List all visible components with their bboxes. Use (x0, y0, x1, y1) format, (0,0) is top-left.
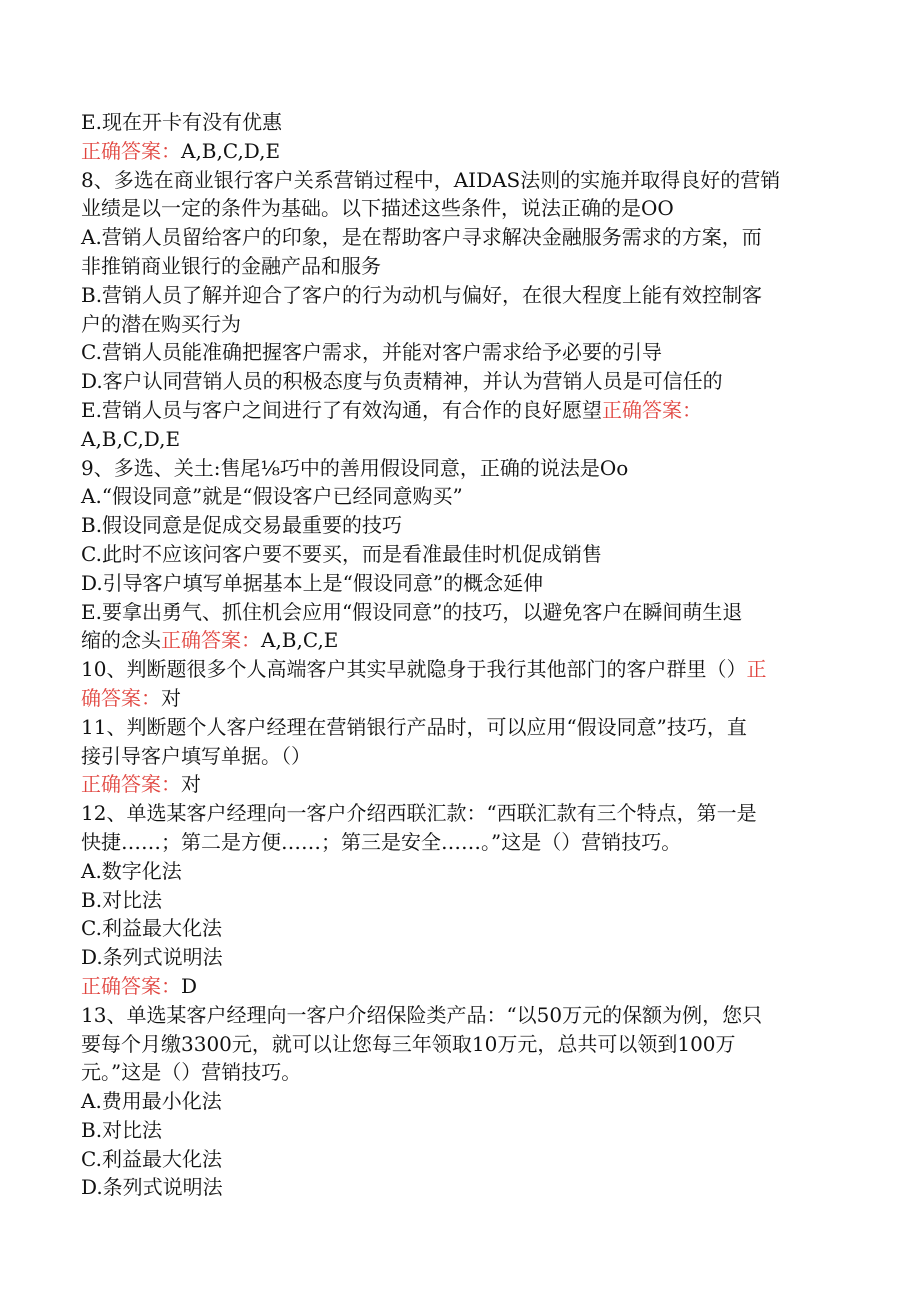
text-line (81, 598, 841, 627)
text-line (81, 338, 841, 367)
line-text: 12、单选某客户经理向一客户介绍西联汇款：“西联汇款有三个特点，第一是 (81, 801, 757, 826)
text-line (81, 310, 841, 339)
answer-value: A,B,C,E (261, 628, 339, 653)
line-text: E.营销人员与客户之间进行了有效沟通，有合作的良好愿望 (81, 397, 602, 422)
line-text: B.对比法 (81, 1117, 163, 1142)
text-line (81, 367, 841, 396)
line-text: 11、判断题个人客户经理在营销银行产品时，可以应用“假设同意”技巧，直 (81, 714, 747, 739)
text-line (81, 742, 841, 771)
line-text: A.“假设同意”就是“假设客户已经同意购买” (81, 484, 463, 509)
text-line (81, 425, 841, 454)
line-text: 快捷……；第二是方便……；第三是安全……。”这是（）营销技巧。 (81, 829, 682, 854)
line-text: 10、判断题很多个人高端客户其实早就隐身于我行其他部门的客户群里（） (81, 657, 747, 682)
text-line (81, 770, 841, 799)
answer-label: 确答案： (81, 685, 161, 710)
text-line (81, 396, 841, 425)
answer-value: D (181, 973, 198, 998)
line-text: B.营销人员了解并迎合了客户的行为动机与偏好，在很大程度上能有效控制客 (81, 282, 763, 307)
line-text: 13、单选某客户经理向一客户介绍保险类产品：“以50万元的保额为例，您只 (81, 1002, 763, 1027)
text-line (81, 281, 841, 310)
answer-label: 正确答案： (601, 397, 702, 422)
line-text: E.要拿出勇气、抓住机会应用“假设同意”的技巧，以避免客户在瞬间萌生退 (81, 599, 743, 624)
line-text: 9、多选、关土:售尾⅛巧中的善用假设同意，正确的说法是Oo (81, 455, 629, 480)
answer-label: 正确答案： (81, 772, 181, 797)
answer-label: 正确答案： (81, 138, 181, 163)
line-text: D.客户认同营销人员的积极态度与负责精神，并认为营销人员是可信任的 (81, 369, 723, 394)
line-text: 户的潜在购买行为 (81, 311, 241, 336)
line-text: 非推销商业银行的金融产品和服务 (81, 253, 381, 278)
text-line (81, 626, 841, 655)
text-line (81, 1058, 841, 1087)
line-text: C.此时不应该问客户要不要买，而是看准最佳时机促成销售 (81, 541, 602, 566)
line-text: D.条列式说明法 (81, 1175, 223, 1200)
answer-value: 对 (181, 772, 201, 797)
text-line (81, 252, 841, 281)
text-line (81, 972, 841, 1001)
text-line (81, 828, 841, 857)
line-text: 缩的念头 (81, 628, 161, 653)
text-line (81, 799, 841, 828)
text-line (81, 1030, 841, 1059)
text-line (81, 943, 841, 972)
text-line (81, 655, 841, 684)
line-text: A.营销人员留给客户的印象，是在帮助客户寻求解决金融服务需求的方案，而 (81, 225, 762, 250)
text-line (81, 713, 841, 742)
text-line (81, 166, 841, 195)
line-text: 元。”这是（）营销技巧。 (81, 1060, 302, 1085)
text-line (81, 857, 841, 886)
text-line (81, 886, 841, 915)
answer-value: A,B,C,D,E (181, 138, 281, 163)
answer-label: 正 (746, 657, 767, 682)
text-line (81, 194, 841, 223)
line-text: A.数字化法 (81, 858, 182, 883)
text-line (81, 684, 841, 713)
text-line (81, 454, 841, 483)
answer-value: 对 (161, 685, 181, 710)
text-line (81, 914, 841, 943)
text-line (81, 1145, 841, 1174)
line-text: C.利益最大化法 (81, 916, 222, 941)
line-text: 接引导客户填写单据。（） (81, 743, 311, 768)
text-line (81, 1173, 841, 1202)
answer-label: 正确答案： (161, 628, 261, 653)
text-line (81, 223, 841, 252)
line-text: A.费用最小化法 (81, 1089, 222, 1114)
text-line (81, 540, 841, 569)
text-line (81, 1001, 841, 1030)
line-text: 8、多选在商业银行客户关系营销过程中，AIDAS法则的实施并取得良好的营销 (81, 167, 781, 192)
text-line (81, 511, 841, 540)
line-text: C.利益最大化法 (81, 1146, 222, 1171)
line-text: 要每个月缴3300元，就可以让您每三年领取10万元，总共可以领到100万 (81, 1031, 736, 1056)
line-text: B.假设同意是促成交易最重要的技巧 (81, 513, 403, 538)
line-text: 业绩是以一定的条件为基础。以下描述这些条件，说法正确的是OO (81, 196, 674, 221)
line-text: A,B,C,D,E (81, 426, 181, 451)
text-line (81, 482, 841, 511)
answer-label: 正确答案： (81, 973, 181, 998)
line-text: D.引导客户填写单据基本上是“假设同意”的概念延伸 (81, 570, 544, 595)
line-text: B.对比法 (81, 887, 163, 912)
text-line (81, 569, 841, 598)
question-text-block (81, 108, 841, 1202)
line-text: E.现在开卡有没有优惠 (81, 110, 282, 134)
line-text: C.营销人员能准确把握客户需求，并能对客户需求给予必要的引导 (81, 340, 662, 365)
line-text: D.条列式说明法 (81, 945, 223, 970)
text-line (81, 137, 841, 166)
text-line (81, 1116, 841, 1145)
text-line (81, 108, 841, 137)
text-line (81, 1087, 841, 1116)
